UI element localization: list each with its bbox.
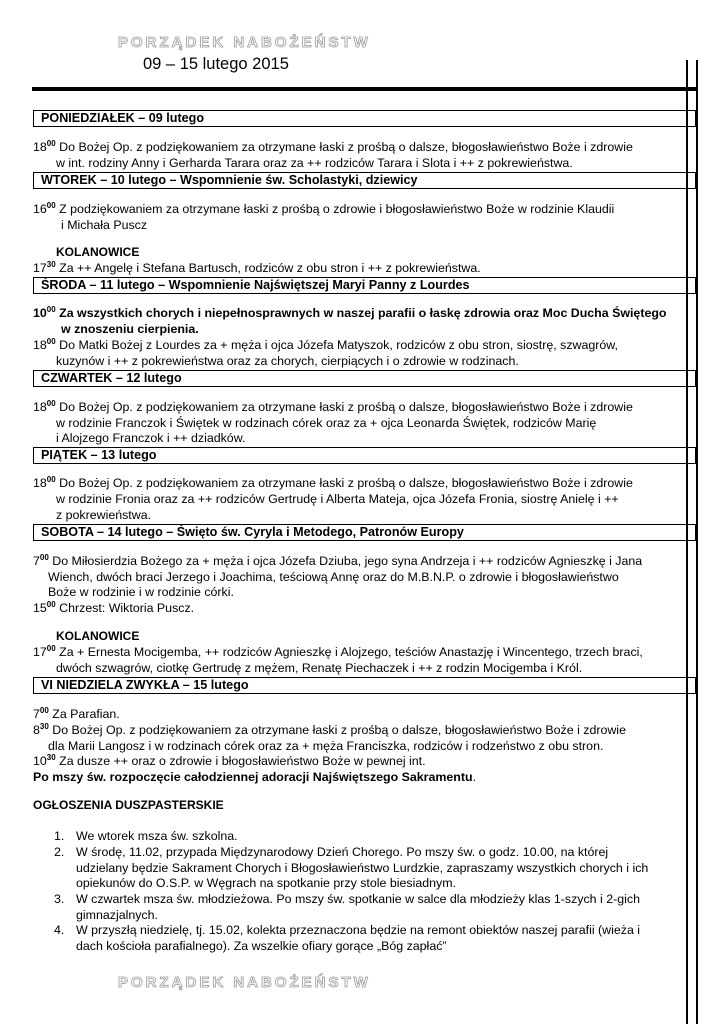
day-header-sunday: VI NIEDZIELA ZWYKŁA – 15 lutego bbox=[33, 677, 696, 694]
announcement-text: W czwartek msza św. młodzieżowa. Po mszy św. spotkanie w salce dla młodzieży klas 1-szych i 2-gich bbox=[76, 892, 640, 906]
mass-entry: $10^{00}$ Za wszystkich chorych i niepełnosprawnych w naszej parafii o łaskę zdrowia oraz Moc Ducha Świętego bbox=[33, 305, 667, 320]
mass-entry: $7^{00}$ Za Parafian. bbox=[33, 706, 120, 721]
place-heading: KOLANOWICE bbox=[56, 629, 140, 643]
day-header-monday: PONIEDZIAŁEK – 09 lutego bbox=[33, 110, 696, 127]
announcement-number: 4. bbox=[54, 923, 65, 937]
mass-entry-cont: dwóch szwagrów, ciotkę Gertrudę z mężem, Renatę Piechaczek i ++ z rodzin Mocigemba i Król. bbox=[56, 661, 583, 675]
header-rule bbox=[32, 87, 696, 91]
mass-entry-cont: w rodzinie Franczok i Świętek w rodzinach córek oraz za + ojca Leonarda Świętek, rodziców Marię bbox=[56, 416, 597, 430]
mass-entry: $8^{30}$ Do Bożej Op. z podziękowaniem za otrzymane łaski z prośbą o dalsze, błogosławieństwo Boże i zdrowie bbox=[33, 722, 626, 737]
announcement-text: W środę, 11.02, przypada Międzynarodowy Dzień Chorego. Po mszy św. o godz. 10.00, na której bbox=[76, 845, 609, 859]
announcement-number: 1. bbox=[54, 829, 65, 843]
mass-entry-cont: Wiench, dwóch braci Jerzego i Joachima, teściową Annę oraz do M.B.N.P. o zdrowie i błogosławieństwo bbox=[48, 570, 619, 584]
footer-title: PORZĄDEK NABOŻEŃSTW bbox=[118, 974, 371, 991]
announcement-number: 3. bbox=[54, 892, 65, 906]
day-header-tuesday: WTOREK – 10 lutego – Wspomnienie św. Scholastyki, dziewicy bbox=[33, 172, 696, 189]
mass-entry: $18^{00}$ Do Bożej Op. z podziękowaniem za otrzymane łaski z prośbą o dalsze, błogosławieństwo Boże i zdrowie bbox=[33, 139, 633, 154]
day-header-saturday: SOBOTA – 14 lutego – Święto św. Cyryla i Metodego, Patronów Europy bbox=[33, 524, 696, 541]
day-header-friday: PIĄTEK – 13 lutego bbox=[33, 447, 696, 464]
mass-entry-cont: w znoszeniu cierpienia. bbox=[61, 322, 199, 336]
announcement-number: 2. bbox=[54, 845, 65, 859]
mass-entry-cont: i Michała Puscz bbox=[61, 218, 148, 232]
adoration-note: Po mszy św. rozpoczęcie całodziennej adoracji Najświętszego Sakramentu. bbox=[33, 770, 477, 784]
mass-entry-cont: w int. rodziny Anny i Gerharda Tarara oraz za ++ rodziców Tarara i Slota i ++ z pokrewieństwa. bbox=[56, 156, 573, 170]
mass-entry: $17^{00}$ Za + Ernesta Mocigemba, ++ rodziców Agnieszkę i Alojzego, teściów Anastazję i Wincentego, trzech braci, bbox=[33, 644, 643, 659]
mass-entry: $18^{00}$ Do Bożej Op. z podziękowaniem za otrzymane łaski z prośbą o dalsze, błogosławieństwo Boże i zdrowie bbox=[33, 399, 633, 414]
mass-entry: $15^{00}$ Chrzest: Wiktoria Puscz. bbox=[33, 600, 195, 615]
mass-entry: $18^{00}$ Do Bożej Op. z podziękowaniem za otrzymane łaski z prośbą o dalsze, błogosławieństwo Boże i zdrowie bbox=[33, 475, 633, 490]
margin-rule-left bbox=[686, 60, 688, 1024]
header-title: PORZĄDEK NABOŻEŃSTW bbox=[118, 34, 371, 51]
announcement-text: dach kościoła parafialnego). Za wszelkie ofiary gorące „Bóg zapłać” bbox=[76, 939, 447, 953]
announcement-text: We wtorek msza św. szkolna. bbox=[76, 829, 238, 843]
place-heading: KOLANOWICE bbox=[56, 245, 140, 259]
mass-entry-cont: z pokrewieństwa. bbox=[56, 508, 152, 522]
mass-entry: $16^{00}$ Z podziękowaniem za otrzymane łaski z prośbą o zdrowie i błogosławieństwo Boże w rodzinie Klaudii bbox=[33, 201, 615, 216]
announcement-text: udzielany będzie Sakrament Chorych i Błogosławieństwo Lurdzkie, zapraszamy wszystkich chorych i ich bbox=[76, 861, 649, 875]
announcements-heading: OGŁOSZENIA DUSZPASTERSKIE bbox=[33, 798, 224, 812]
announcement-text: W przyszłą niedzielę, tj. 15.02, kolekta przeznaczona będzie na remont obiektów naszej parafii (wieża i bbox=[76, 923, 641, 937]
mass-entry-cont: w rodzinie Fronia oraz za ++ rodziców Gertrudę i Alberta Mateja, ojca Józefa Fronia, siostrę Anielę i ++ bbox=[56, 492, 619, 506]
mass-entry-cont: i Alojzego Franczok i ++ dziadków. bbox=[56, 431, 246, 445]
mass-entry: $18^{00}$ Do Matki Bożej z Lourdes za + męża i ojca Józefa Matyszok, rodziców z obu stron, siostrę, szwagrów, bbox=[33, 337, 618, 352]
day-header-wednesday: ŚRODA – 11 lutego – Wspomnienie Najświętszej Maryi Panny z Lourdes bbox=[33, 277, 696, 294]
mass-entry-cont: Boże w rodzinie i w rodzinie córki. bbox=[48, 585, 234, 599]
announcement-text: gimnazjalnych. bbox=[76, 908, 158, 922]
day-header-thursday: CZWARTEK – 12 lutego bbox=[33, 370, 696, 387]
margin-rule-right bbox=[696, 60, 698, 1024]
announcement-text: opiekunów do O.S.P. w Węgrach na spotkanie przy stole biesiadnym. bbox=[76, 876, 456, 890]
mass-entry: $7^{00}$ Do Miłosierdzia Bożego za + męża i ojca Józefa Dziuba, jego syna Andrzeja i ++ rodziców Agnieszkę i Jana bbox=[33, 553, 643, 568]
date-range: 09 – 15 lutego 2015 bbox=[143, 55, 289, 73]
mass-entry-cont: kuzynów i ++ z pokrewieństwa oraz za chorych, cierpiących i o zdrowie w rodzinach. bbox=[56, 354, 519, 368]
mass-entry: $10^{30}$ Za dusze ++ oraz o zdrowie i błogosławieństwo Boże w pewnej int. bbox=[33, 753, 426, 768]
mass-entry-cont: dla Marii Langosz i w rodzinach córek oraz za + męża Franciszka, rodziców i rodzeństwo z obu stron. bbox=[48, 739, 604, 753]
mass-entry: $17^{30}$ Za ++ Angelę i Stefana Bartusch, rodziców z obu stron i ++ z pokrewieństwa. bbox=[33, 260, 481, 275]
